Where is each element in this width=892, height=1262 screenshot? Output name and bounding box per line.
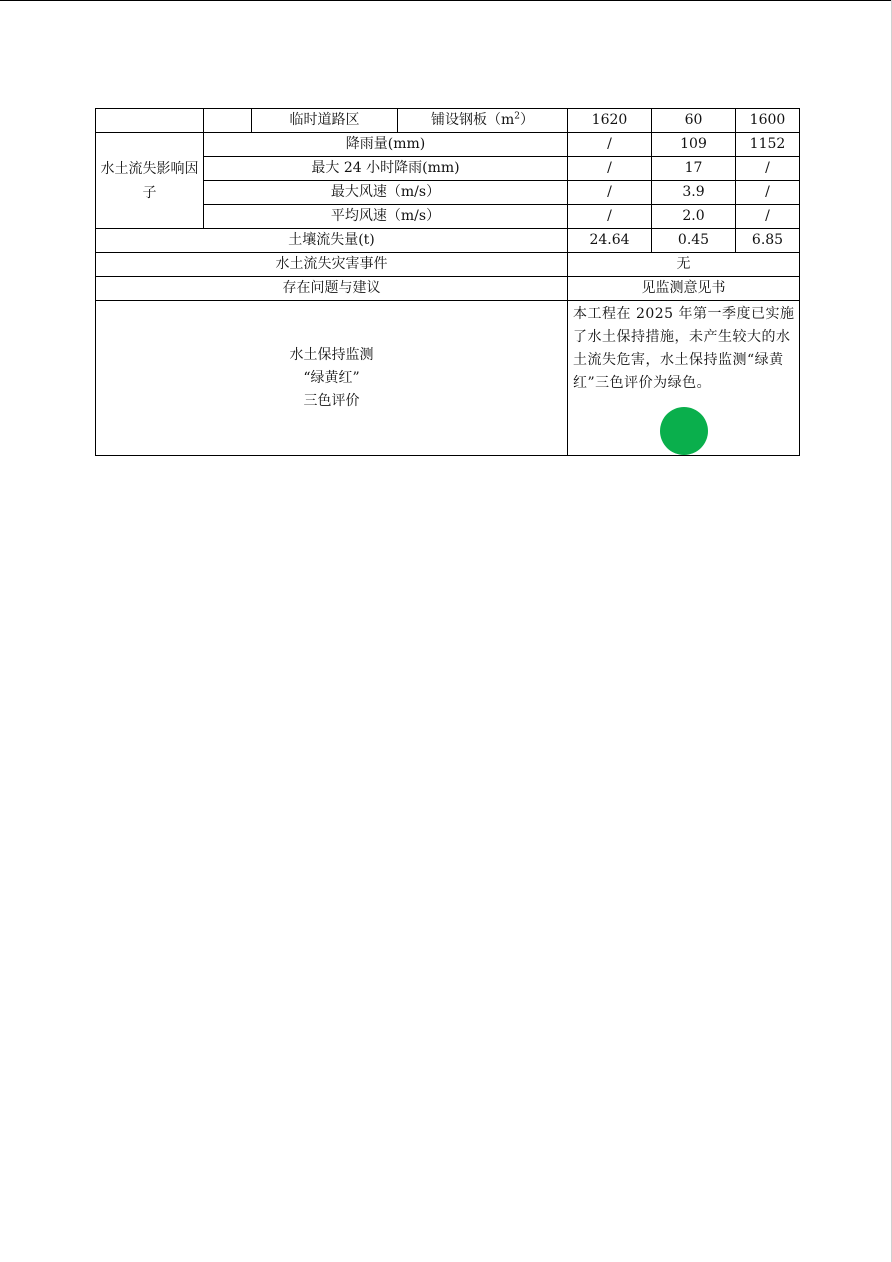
assessment-label <box>96 301 568 456</box>
area-label: 临时道路区 <box>252 109 398 133</box>
factor-label: 最大 24 小时降雨(mm) <box>204 157 568 181</box>
issues-label: 存在问题与建议 <box>96 277 568 301</box>
empty-cell <box>96 109 204 133</box>
empty-cell <box>204 109 252 133</box>
assessment-text: 本工程在 2025 年第一季度已实施了水土保持措施，未产生较大的水土流失危害，水土保持监测“绿黄红”三色评价为绿色。 <box>573 306 795 391</box>
table-row-assessment <box>96 301 800 456</box>
table-row-issues <box>96 277 800 301</box>
green-indicator-dot <box>660 407 708 455</box>
assessment-label-line3: 三色评价 <box>303 392 360 409</box>
value-cell: 3.9 <box>652 181 736 205</box>
value-cell: / <box>568 133 652 157</box>
value-cell: / <box>568 205 652 229</box>
value-cell: 109 <box>652 133 736 157</box>
disaster-value: 无 <box>568 253 800 277</box>
value-cell: / <box>736 157 800 181</box>
value-cell: 0.45 <box>652 229 736 253</box>
value-cell: 1620 <box>568 109 652 133</box>
assessment-label-line2: “绿黄红” <box>303 369 360 386</box>
table-row-soil-loss <box>96 229 800 253</box>
assessment-label-line1: 水土保持监测 <box>289 346 374 363</box>
value-cell: 1152 <box>736 133 800 157</box>
assessment-result <box>568 301 800 456</box>
measure-label: 铺设钢板$(m^2)$ <box>398 109 568 133</box>
value-cell: 24.64 <box>568 229 652 253</box>
value-cell: / <box>568 181 652 205</box>
page-top-rule <box>0 0 892 1</box>
factor-label: 降雨量(mm) <box>204 133 568 157</box>
table-row-temp-road <box>96 109 800 133</box>
disaster-label: 水土流失灾害事件 <box>96 253 568 277</box>
value-cell: / <box>736 181 800 205</box>
value-cell: 1600 <box>736 109 800 133</box>
value-cell: / <box>568 157 652 181</box>
factor-label: 最大风速（m/s） <box>204 181 568 205</box>
value-cell: 6.85 <box>736 229 800 253</box>
value-cell: / <box>736 205 800 229</box>
factors-group-label: 水土流失影响因子 <box>96 133 204 229</box>
issues-value: 见监测意见书 <box>568 277 800 301</box>
soil-loss-label: 土壤流失量(t) <box>96 229 568 253</box>
value-cell: 17 <box>652 157 736 181</box>
monitoring-table <box>95 108 800 456</box>
value-cell: 2.0 <box>652 205 736 229</box>
value-cell: 60 <box>652 109 736 133</box>
factor-label: 平均风速（m/s） <box>204 205 568 229</box>
table-row-disaster <box>96 253 800 277</box>
table-row-rainfall <box>96 133 800 157</box>
